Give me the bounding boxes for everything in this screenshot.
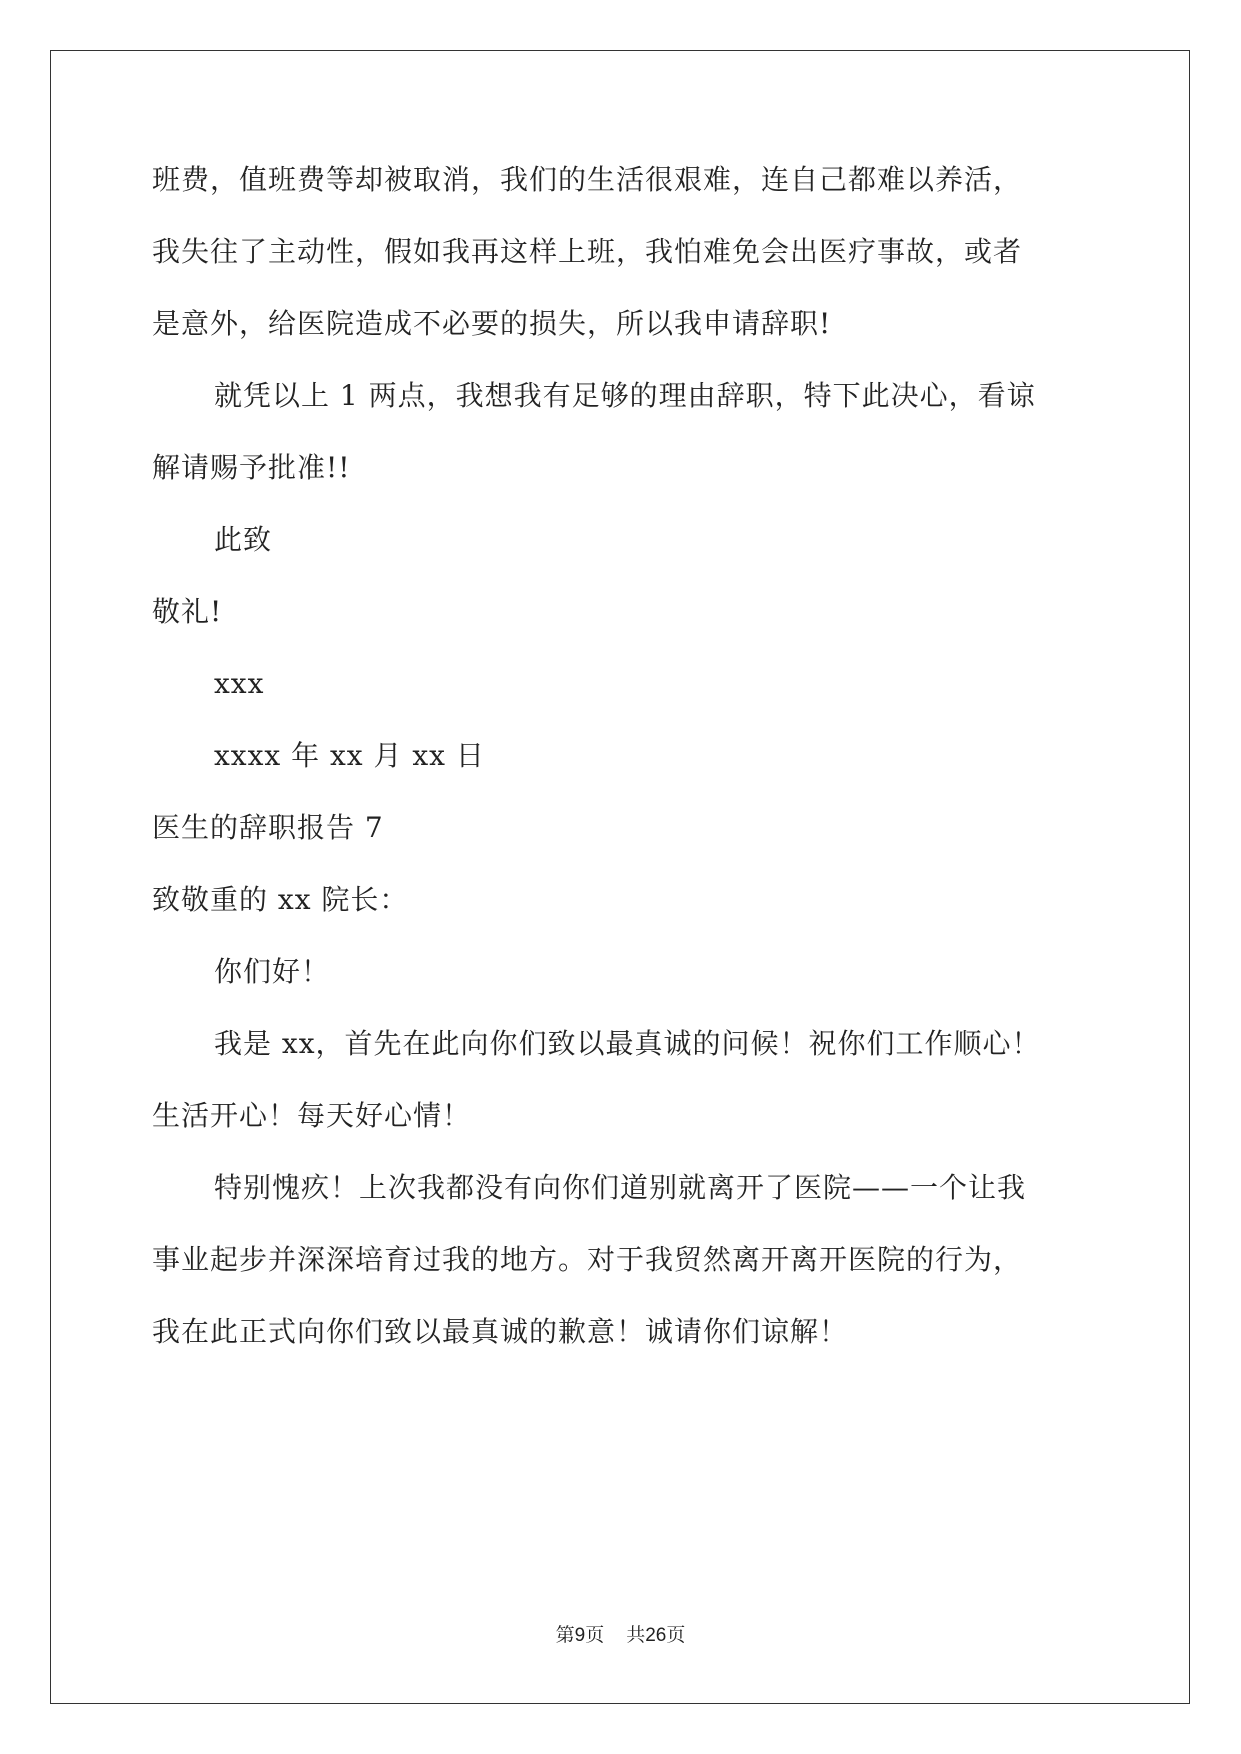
letter-addressee: 致敬重的 xx 院长：: [152, 883, 409, 916]
paragraph-line: 就凭以上 1 两点，我想我有足够的理由辞职，特下此决心，看谅: [214, 379, 1036, 412]
paragraph-line: 是意外，给医院造成不必要的损失，所以我申请辞职!: [152, 307, 832, 340]
paragraph-line: 我失往了主动性，假如我再这样上班，我怕难免会出医疗事故，或者: [152, 235, 1023, 268]
signature-date: xxxx 年 xx 月 xx 日: [214, 739, 485, 772]
page-number: 9: [574, 1625, 586, 1646]
paragraph-line: 事业起步并深深培育过我的地方。对于我贸然离开离开医院的行为，: [152, 1243, 1023, 1276]
greeting-line: 你们好！: [214, 955, 331, 988]
page-border: [50, 50, 1190, 1704]
total-pages: 26: [645, 1625, 667, 1646]
total-suffix: 页: [666, 1624, 686, 1646]
page-footer: [0, 1622, 1241, 1649]
paragraph-line: 我在此正式向你们致以最真诚的歉意！诚请你们谅解！: [152, 1315, 849, 1348]
total-prefix: 共: [626, 1624, 646, 1646]
page-suffix: 页: [585, 1624, 605, 1646]
paragraph-line: 解请赐予批准!!: [152, 451, 351, 484]
paragraph-line: 生活开心！每天好心情！: [152, 1099, 472, 1132]
section-title: 医生的辞职报告 7: [152, 811, 384, 844]
signature-name: xxx: [214, 667, 265, 700]
paragraph-line: 特别愧疚！上次我都没有向你们道别就离开了医院——一个让我: [214, 1171, 1027, 1204]
paragraph-line: 班费，值班费等却被取消，我们的生活很艰难，连自己都难以养活，: [152, 163, 1023, 196]
paragraph-line: 我是 xx，首先在此向你们致以最真诚的问候！祝你们工作顺心！: [214, 1027, 1041, 1060]
page-prefix: 第: [555, 1624, 575, 1646]
closing-salutation: 此致: [214, 523, 273, 556]
closing-regards: 敬礼!: [152, 595, 223, 628]
